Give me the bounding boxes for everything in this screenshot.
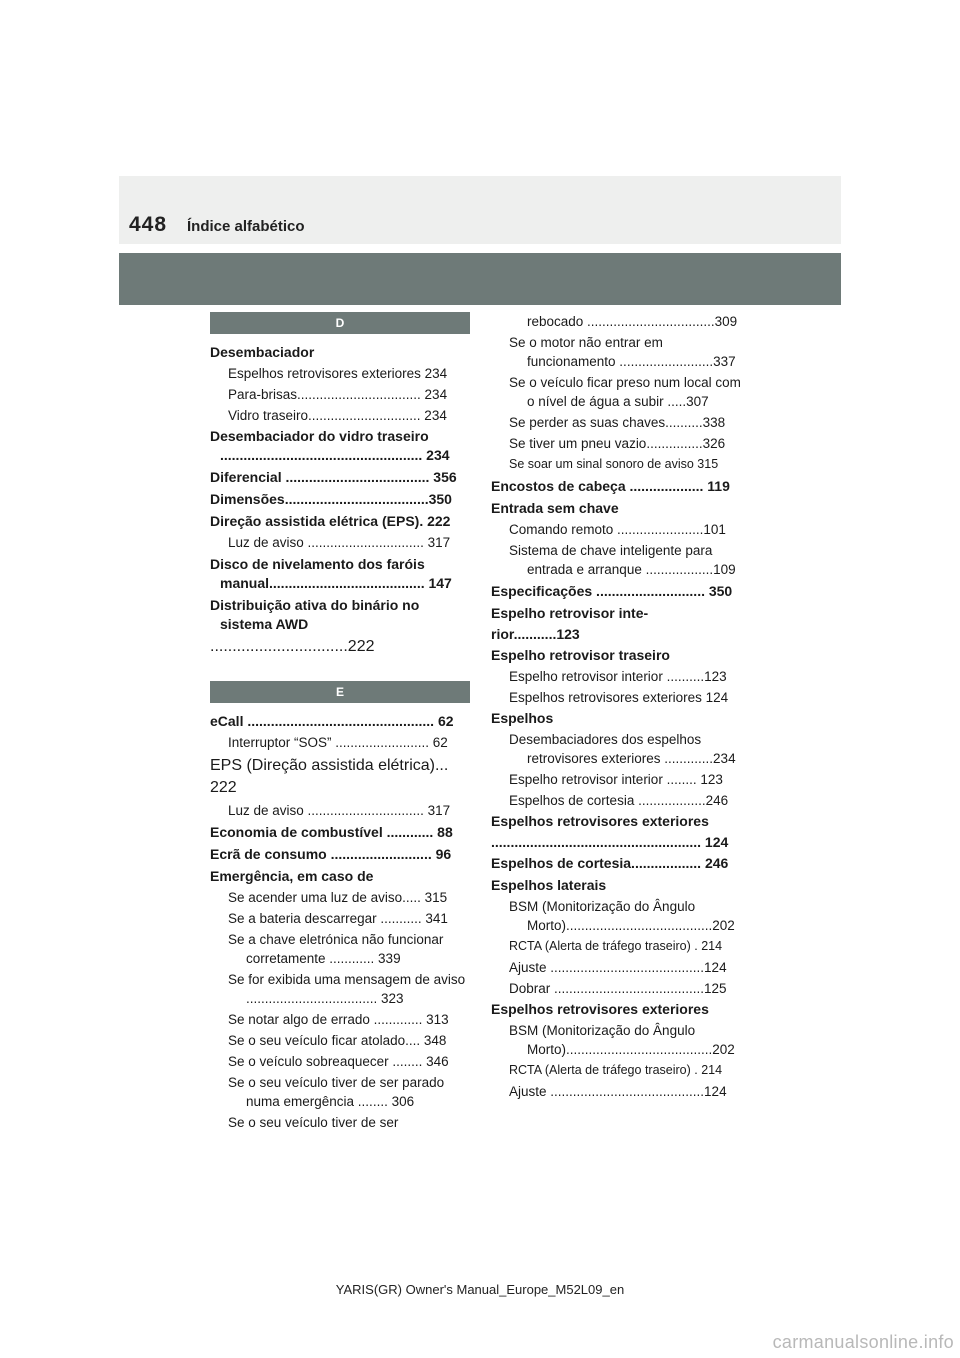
index-entry: Encostos de cabeça ................... 119 — [491, 478, 730, 494]
index-subentry: Se a bateria descarregar ........... 341 — [228, 911, 448, 926]
index-subentry: Espelhos de cortesia ..................246 — [509, 793, 729, 808]
manual-footer: YARIS(GR) Owner's Manual_Europe_M52L09_en — [335, 1282, 625, 1297]
index-subentry: Se o veículo sobreaquecer ........ 346 — [228, 1054, 449, 1069]
index-subentry: Ajuste .........................................124 — [509, 1084, 727, 1099]
index-subentry: Espelhos retrovisores exteriores 234 — [228, 366, 448, 381]
index-subentry: Vidro traseiro.............................. 234 — [228, 408, 447, 423]
index-subentry: RCTA (Alerta de tráfego traseiro) . 214 — [509, 939, 723, 953]
index-subentry: BSM (Monitorização do Ângulo Morto).......................................202 — [509, 899, 735, 933]
index-entry: Emergência, em caso de — [210, 868, 374, 884]
index-entry: Dimensões.....................................350 — [210, 491, 452, 507]
index-entry: Espelhos retrovisores exteriores — [491, 813, 709, 829]
index-entry: Espelhos — [491, 710, 554, 726]
index-entry: Espelho retrovisor inte- — [491, 605, 649, 621]
page-number: 448 — [129, 213, 168, 236]
index-subentry: Comando remoto .......................101 — [509, 522, 726, 537]
index-entry: Espelho retrovisor traseiro — [491, 647, 670, 663]
index-subentry: Se o seu veículo tiver de ser — [228, 1115, 399, 1130]
index-subentry: Luz de aviso ............................... 317 — [228, 803, 451, 818]
index-subentry: Se o seu veículo ficar atolado.... 348 — [228, 1033, 447, 1048]
index-subentry: Se for exibida uma mensagem de aviso ................................... 323 — [228, 972, 466, 1006]
index-subentry: Desembaciadores dos espelhos retrovisores exteriores .............234 — [509, 732, 736, 766]
index-entry: ...............................222 — [210, 638, 375, 655]
index-entry: Disco de nivelamento dos faróis manual........................................ 147 — [210, 556, 452, 591]
index-subentry: Se o veículo ficar preso num local com o nível de água a subir .....307 — [509, 375, 741, 409]
index-subentry: Se soar um sinal sonoro de aviso 315 — [509, 457, 719, 471]
index-entry: Distribuição ativa do binário no sistema AWD — [210, 597, 420, 632]
index-entry: eCall ................................................ 62 — [210, 713, 454, 729]
index-entry: Espelhos retrovisores exteriores — [491, 1001, 709, 1017]
index-entry: rior...........123 — [491, 626, 580, 642]
index-subentry: Interruptor “SOS” ......................... 62 — [228, 735, 448, 750]
letter-heading-d: D — [210, 312, 470, 334]
index-entry: Espelhos laterais — [491, 877, 607, 893]
header-dark-band — [119, 253, 841, 305]
index-subentry: Se o seu veículo tiver de ser parado numa emergência ........ 306 — [228, 1075, 445, 1109]
index-entry: ...................................................... 124 — [491, 834, 729, 850]
index-subentry: Espelho retrovisor interior ..........123 — [509, 669, 727, 684]
index-column-left — [210, 312, 470, 1134]
index-entry: Desembaciador — [210, 344, 315, 360]
section-title: Índice alfabético — [187, 218, 305, 235]
index-subentry: Se perder as suas chaves..........338 — [509, 415, 726, 430]
index-entry: Entrada sem chave — [491, 500, 619, 516]
index-subentry: Se tiver um pneu vazio...............326 — [509, 436, 726, 451]
index-subentry: Para-brisas................................. 234 — [228, 387, 448, 402]
index-entry: EPS (Direção assistida elétrica)... 222 — [210, 757, 449, 796]
index-subentry: Se o motor não entrar em funcionamento .........................337 — [509, 335, 736, 369]
index-subentry: Dobrar ........................................125 — [509, 981, 727, 996]
index-subentry: Espelhos retrovisores exteriores 124 — [509, 690, 729, 705]
index-entry: Especificações ............................ 350 — [491, 583, 733, 599]
letter-heading-e: E — [210, 681, 470, 703]
index-entry: Desembaciador do vidro traseiro .................................................... 234 — [210, 428, 450, 463]
index-column-right — [491, 312, 743, 1103]
index-entry: Direção assistida elétrica (EPS). 222 — [210, 513, 451, 529]
index-subentry: Ajuste .........................................124 — [509, 960, 727, 975]
index-subentry: Se a chave eletrónica não funcionar corretamente ............ 339 — [228, 932, 444, 966]
index-subentry: Sistema de chave inteligente para entrada e arranque ..................109 — [509, 543, 736, 577]
index-subentry: RCTA (Alerta de tráfego traseiro) . 214 — [509, 1063, 723, 1077]
index-entry: Diferencial ..................................... 356 — [210, 469, 457, 485]
index-entry: Ecrã de consumo .......................... 96 — [210, 846, 452, 862]
index-entry: Economia de combustível ............ 88 — [210, 824, 453, 840]
index-subentry: BSM (Monitorização do Ângulo Morto).......................................202 — [509, 1023, 735, 1057]
watermark: carmanualsonline.info — [772, 1332, 954, 1352]
index-entry: Espelhos de cortesia.................. 246 — [491, 855, 729, 871]
index-subentry: rebocado ..................................309 — [527, 314, 738, 329]
index-subentry: Se notar algo de errado ............. 313 — [228, 1012, 449, 1027]
index-subentry: Luz de aviso ............................... 317 — [228, 535, 451, 550]
index-subentry: Se acender uma luz de aviso..... 315 — [228, 890, 448, 905]
index-subentry: Espelho retrovisor interior ........ 123 — [509, 772, 723, 787]
